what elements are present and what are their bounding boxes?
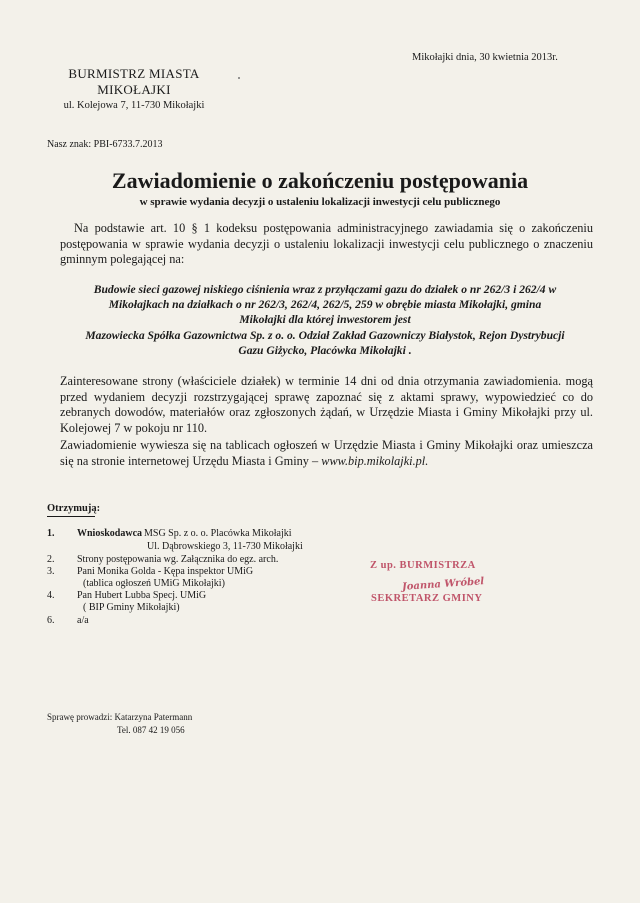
sender-block: [34, 66, 234, 114]
document-date: Mikołajki dnia, 30 kwietnia 2013r.: [412, 52, 558, 63]
recipients-underline: [47, 516, 95, 517]
investment-description: [55, 282, 595, 358]
investment-line: Mikołajki dla której inwestorem jest: [239, 313, 411, 327]
recipient-number: 6.: [47, 615, 55, 626]
recipient-note: ( BIP Gminy Mikołajki): [83, 602, 180, 613]
investment-line: Mazowiecka Spółka Gazownictwa Sp. z o. o. Odział Zakład Gazowniczy Białystok, Rejon Dystrybucji: [85, 328, 565, 342]
document-subtitle: w sprawie wydania decyzji o ustaleniu lokalizacji inwestycji celu publicznego: [139, 196, 501, 208]
sender-title: BURMISTRZ MIASTA: [68, 66, 200, 81]
investment-line: Gazu Giżycko, Placówka Mikołajki .: [238, 343, 412, 357]
recipient-role: Wnioskodawca: [77, 528, 143, 539]
sender-city: MIKOŁAJKI: [97, 82, 171, 97]
recipient-address: Ul. Dąbrowskiego 3, 11-730 Mikołajki: [147, 541, 303, 552]
recipient-text: Pan Hubert Lubba Specj. UMiG: [77, 590, 207, 601]
paragraph-publication: [60, 438, 593, 469]
reference-number: Nasz znak: PBI-6733.7.2013: [47, 139, 163, 150]
recipient-number: 3.: [47, 566, 55, 577]
recipient-number: 2.: [47, 554, 55, 565]
recipient-name: MSG Sp. z o. o. Placówka Mikołajki: [144, 528, 292, 539]
investment-line: Budowie sieci gazowej niskiego ciśnienia wraz z przyłączami gazu do działek o nr 262/3 i 262/4 w: [93, 283, 557, 296]
recipient-number: 4.: [47, 590, 55, 601]
prepared-by: Sprawę prowadzi: Katarzyna Patermann: [47, 712, 193, 722]
stamp-line-secretary: SEKRETARZ GMINY: [371, 593, 483, 604]
recipient-number: 1.: [47, 528, 55, 539]
recipient-text: a/a: [77, 615, 89, 626]
paragraph-legal-basis: Na podstawie art. 10 § 1 kodeksu postępowania administracyjnego zawiadamia się o zakończeniu postępowania w sprawie wydania decyzji o ustaleniu lokalizacji inwestycji celu publicznego o znaczeniu gminnym polegającej na:: [60, 221, 593, 266]
stamp-line-on-behalf: Z up. BURMISTRZA: [370, 560, 476, 571]
handwritten-signature: Joanna Wróbel: [401, 576, 485, 593]
scan-speck: [238, 77, 240, 79]
recipient-note: (tablica ogłoszeń UMiG Mikołajki): [83, 578, 225, 589]
document-title: Zawiadomienie o zakończeniu postępowania: [111, 168, 529, 193]
prepared-by-phone: Tel. 087 42 19 056: [117, 725, 185, 735]
paragraph-parties: Zainteresowane strony (właściciele działek) w terminie 14 dni od dnia otrzymania zawiadomienia. mogą przed wydaniem decyzji rozstrzygającej sprawę zapoznać się z aktami sprawy, wypowiedzieć co do zebranych dowodów, materiałów oraz zgłoszonych żądań, w Urzędzie Miasta i Gminy Mikołajki przy ul. Kolejowej 7 w pokoju nr 110.: [60, 374, 593, 435]
sender-address: ul. Kolejowa 7, 11-730 Mikołajki: [63, 100, 205, 111]
investment-line: Mikołajkach na działkach o nr 262/3, 262/4, 262/5, 259 w obrębie miasta Mikołajki, gmina: [108, 298, 542, 312]
recipients-label: Otrzymują:: [47, 503, 101, 514]
recipient-text: Pani Monika Golda - Kępa inspektor UMiG: [77, 566, 254, 577]
recipient-text: Strony postępowania wg. Załącznika do egz. arch.: [77, 554, 279, 565]
bip-link: www.bip.mikolajki.pl.: [321, 453, 429, 468]
publication-text: Zawiadomienie wywiesza się na tablicach ogłoszeń w Urzędzie Miasta i Gminy Mikołajki oraz umieszcza się na stronie internetowej Urzędu Miasta i Gminy –: [60, 438, 593, 468]
